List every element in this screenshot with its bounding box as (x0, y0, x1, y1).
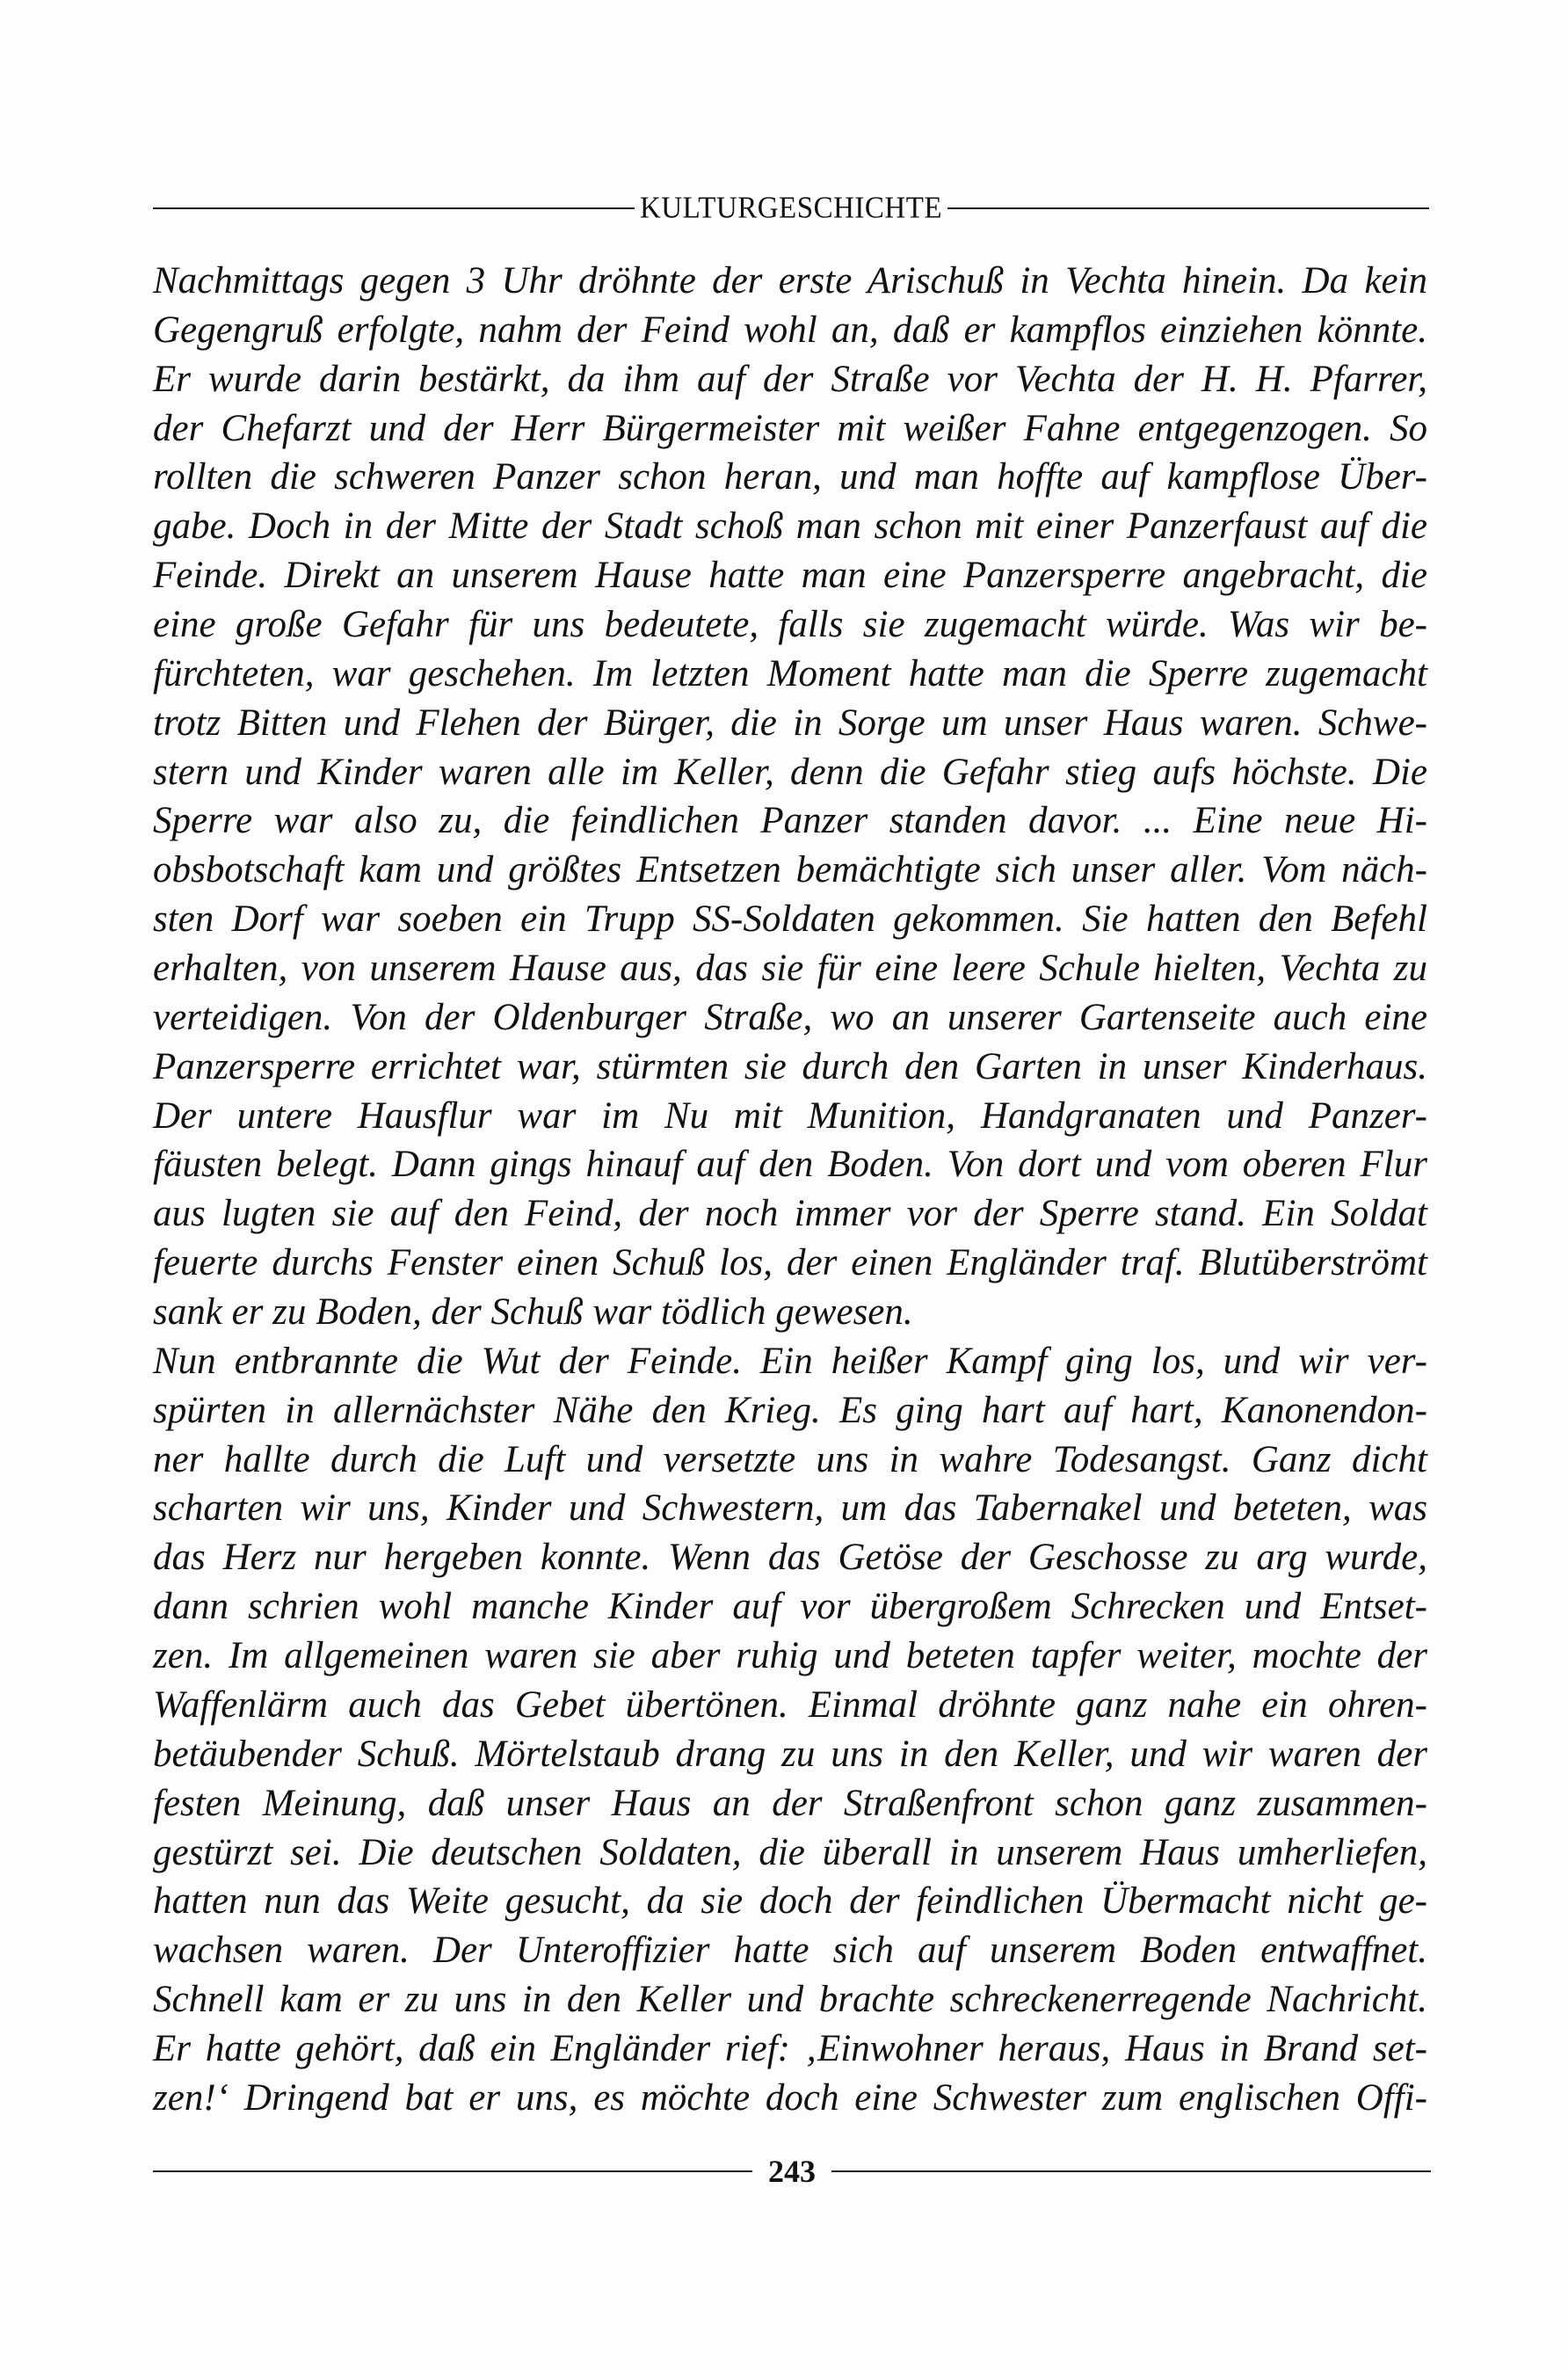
text-line: zen. Im allgemeinen waren sie aber ruhig und beteten tapfer weiter, mochte der (153, 1635, 1427, 1677)
page-number: 243 (768, 2154, 816, 2189)
text-line: aus lugten sie auf den Feind, der noch immer vor der Sperre stand. Ein Soldat (153, 1193, 1427, 1235)
text-line: verteidigen. Von der Oldenburger Straße, wo an unserer Gartenseite auch eine (153, 996, 1427, 1038)
section-title: KULTURGESCHICHTE (639, 192, 943, 225)
text-line: eine große Gefahr für uns bedeutete, falls sie zugemacht würde. Was wir be- (153, 604, 1427, 646)
text-line: das Herz nur hergeben konnte. Wenn das Getöse der Geschosse zu arg wurde, (153, 1537, 1427, 1579)
header-rule-left (153, 207, 635, 209)
text-line: trotz Bitten und Flehen der Bürger, die in Sorge um unser Haus waren. Schwe- (153, 702, 1427, 744)
text-line: Waffenlärm auch das Gebet übertönen. Einmal dröhnte ganz nahe ein ohren- (153, 1683, 1427, 1726)
text-line: Nachmittags gegen 3 Uhr dröhnte der erste Arischuß in Vechta hinein. Da kein (153, 260, 1427, 302)
header-rule-right (947, 207, 1429, 209)
text-line: spürten in allernächster Nähe den Krieg. Es ging hart auf hart, Kanonendon- (153, 1389, 1427, 1431)
text-line: hatten nun das Weite gesucht, da sie doch der feindlichen Übermacht nicht ge- (153, 1880, 1427, 1923)
text-line: Panzersperre errichtet war, stürmten sie durch den Garten in unser Kinderhaus. (153, 1045, 1427, 1087)
text-line: der Chefarzt und der Herr Bürgermeister mit weißer Fahne entgegenzogen. So (153, 407, 1427, 449)
footer-rule-right (831, 2170, 1431, 2172)
text-line: feuerte durchs Fenster einen Schuß los, der einen Engländer traf. Blutüberströmt (153, 1242, 1427, 1284)
text-line: festen Meinung, daß unser Haus an der Straßenfront schon ganz zusammen- (153, 1782, 1427, 1824)
text-line: scharten wir uns, Kinder und Schwestern, um das Tabernakel und beteten, was (153, 1487, 1427, 1530)
text-line: betäubender Schuß. Mörtelstaub drang zu uns in den Keller, und wir waren der (153, 1733, 1427, 1775)
text-line: gestürzt sei. Die deutschen Soldaten, die überall in unserem Haus umherliefen, (153, 1831, 1427, 1873)
text-line: stern und Kinder waren alle im Keller, denn die Gefahr stieg aufs höchste. Die (153, 751, 1427, 793)
text-line: Feinde. Direkt an unserem Hause hatte man eine Panzersperre angebracht, die (153, 555, 1427, 597)
text-line: Sperre war also zu, die feindlichen Panzer standen davor. ... Eine neue Hi- (153, 800, 1427, 842)
text-line: fäusten belegt. Dann gings hinauf auf den Boden. Von dort und vom oberen Flur (153, 1144, 1427, 1186)
text-line: gabe. Doch in der Mitte der Stadt schoß man schon mit einer Panzerfaust auf die (153, 505, 1427, 548)
body-text (153, 257, 1427, 2123)
text-line: obsbotschaft kam und größtes Entsetzen bemächtigte sich unser aller. Vom näch- (153, 849, 1427, 891)
text-line: Gegengruß erfolgte, nahm der Feind wohl an, daß er kampflos einziehen könnte. (153, 309, 1427, 351)
text-line: Der untere Hausflur war im Nu mit Munition, Handgranaten und Panzer- (153, 1094, 1427, 1137)
text-line: erhalten, von unserem Hause aus, das sie für eine leere Schule hielten, Vechta zu (153, 948, 1427, 990)
page-footer (153, 2149, 1431, 2193)
text-line: sten Dorf war soeben ein Trupp SS-Soldaten gekommen. Sie hatten den Befehl (153, 898, 1427, 941)
running-head (153, 186, 1429, 230)
text-line: wachsen waren. Der Unteroffizier hatte sich auf unserem Boden entwaffnet. (153, 1930, 1427, 1972)
text-line: zen!‘ Dringend bat er uns, es möchte doch eine Schwester zum englischen Offi- (153, 2076, 1427, 2119)
text-line: rollten die schweren Panzer schon heran, und man hoffte auf kampflose Über- (153, 456, 1427, 498)
text-line: fürchteten, war geschehen. Im letzten Moment hatte man die Sperre zugemacht (153, 652, 1427, 694)
text-line: Er wurde darin bestärkt, da ihm auf der Straße vor Vechta der H. H. Pfarrer, (153, 358, 1427, 400)
text-line: dann schrien wohl manche Kinder auf vor übergroßem Schrecken und Entset- (153, 1586, 1427, 1628)
footer-rule-left (153, 2170, 752, 2172)
text-line: sank er zu Boden, der Schuß war tödlich gewesen. (153, 1291, 913, 1334)
text-line: Schnell kam er zu uns in den Keller und brachte schreckenerregende Nachricht. (153, 1979, 1427, 2021)
text-line: Er hatte gehört, daß ein Engländer rief: ‚Einwohner heraus, Haus in Brand set- (153, 2027, 1427, 2069)
text-line: Nun entbrannte die Wut der Feinde. Ein heißer Kampf ging los, und wir ver- (153, 1340, 1427, 1382)
text-line: ner hallte durch die Luft und versetzte uns in wahre Todesangst. Ganz dicht (153, 1438, 1427, 1480)
